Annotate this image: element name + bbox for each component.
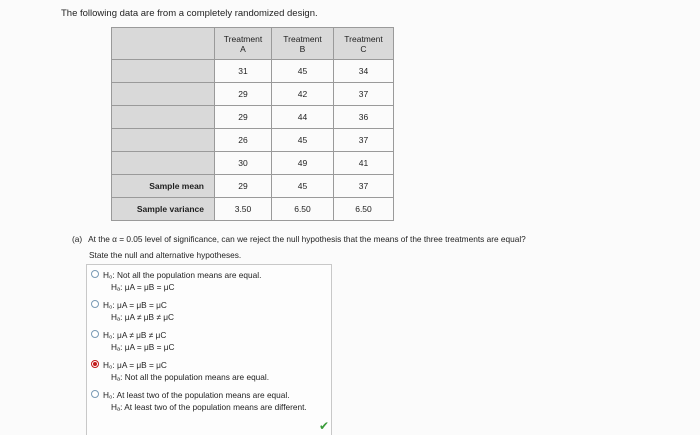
table-cell: 37 xyxy=(334,175,394,198)
data-table xyxy=(111,27,394,221)
table-cell: 6.50 xyxy=(334,198,394,221)
table-cell: 45 xyxy=(272,60,334,83)
radio-button-selected[interactable] xyxy=(91,360,99,368)
option-ha: Hₐ: At least two of the population means are different. xyxy=(111,402,307,412)
row-label xyxy=(112,129,215,152)
radio-button[interactable] xyxy=(91,390,99,398)
table-cell: 30 xyxy=(215,152,272,175)
option-ha: Hₐ: μA = μB = μC xyxy=(111,282,175,292)
table-row xyxy=(112,106,394,129)
header-blank xyxy=(112,28,215,60)
row-label xyxy=(112,152,215,175)
row-label xyxy=(112,60,215,83)
option-ha: Hₐ: μA = μB = μC xyxy=(111,342,175,352)
row-label xyxy=(112,106,215,129)
header-treatment-b: Treatment B xyxy=(272,28,334,60)
table-row xyxy=(112,152,394,175)
table-cell: 36 xyxy=(334,106,394,129)
radio-button[interactable] xyxy=(91,270,99,278)
table-cell: 42 xyxy=(272,83,334,106)
table-cell: 37 xyxy=(334,129,394,152)
radio-button[interactable] xyxy=(91,330,99,338)
table-cell: 41 xyxy=(334,152,394,175)
table-cell: 34 xyxy=(334,60,394,83)
option-h0: H₀: μA = μB = μC xyxy=(103,300,167,310)
sample-variance-label: Sample variance xyxy=(112,198,215,221)
option-h0: H₀: Not all the population means are equal. xyxy=(103,270,262,280)
check-icon: ✔ xyxy=(319,419,330,433)
instruction-text: State the null and alternative hypotheses. xyxy=(89,250,242,260)
header-treatment-a: Treatment A xyxy=(215,28,272,60)
answer-options xyxy=(86,264,332,435)
table-cell: 3.50 xyxy=(215,198,272,221)
problem-intro: The following data are from a completely randomized design. xyxy=(61,8,318,19)
table-cell: 49 xyxy=(272,152,334,175)
option-ha: Hₐ: Not all the population means are equal. xyxy=(111,372,270,382)
sample-variance-row xyxy=(112,198,394,221)
table-cell: 37 xyxy=(334,83,394,106)
option-ha: Hₐ: μA ≠ μB ≠ μC xyxy=(111,312,174,322)
table-cell: 6.50 xyxy=(272,198,334,221)
question-body: At the α = 0.05 level of significance, can we reject the null hypothesis that the means of the three treatments are equal? xyxy=(88,234,526,244)
table-row xyxy=(112,129,394,152)
table-row xyxy=(112,60,394,83)
table-cell: 29 xyxy=(215,175,272,198)
header-treatment-c: Treatment C xyxy=(334,28,394,60)
table-cell: 31 xyxy=(215,60,272,83)
table-cell: 45 xyxy=(272,129,334,152)
sample-mean-label: Sample mean xyxy=(112,175,215,198)
table-cell: 45 xyxy=(272,175,334,198)
table-row xyxy=(112,83,394,106)
table-cell: 26 xyxy=(215,129,272,152)
option-h0: H₀: μA = μB = μC xyxy=(103,360,167,370)
table-cell: 29 xyxy=(215,106,272,129)
question-text xyxy=(72,234,526,244)
header-row xyxy=(112,28,394,60)
option-h0: H₀: At least two of the population means are equal. xyxy=(103,390,290,400)
radio-button[interactable] xyxy=(91,300,99,308)
row-label xyxy=(112,83,215,106)
question-part: (a) xyxy=(72,234,83,244)
sample-mean-row xyxy=(112,175,394,198)
table-cell: 29 xyxy=(215,83,272,106)
table-cell: 44 xyxy=(272,106,334,129)
option-h0: H₀: μA ≠ μB ≠ μC xyxy=(103,330,167,340)
